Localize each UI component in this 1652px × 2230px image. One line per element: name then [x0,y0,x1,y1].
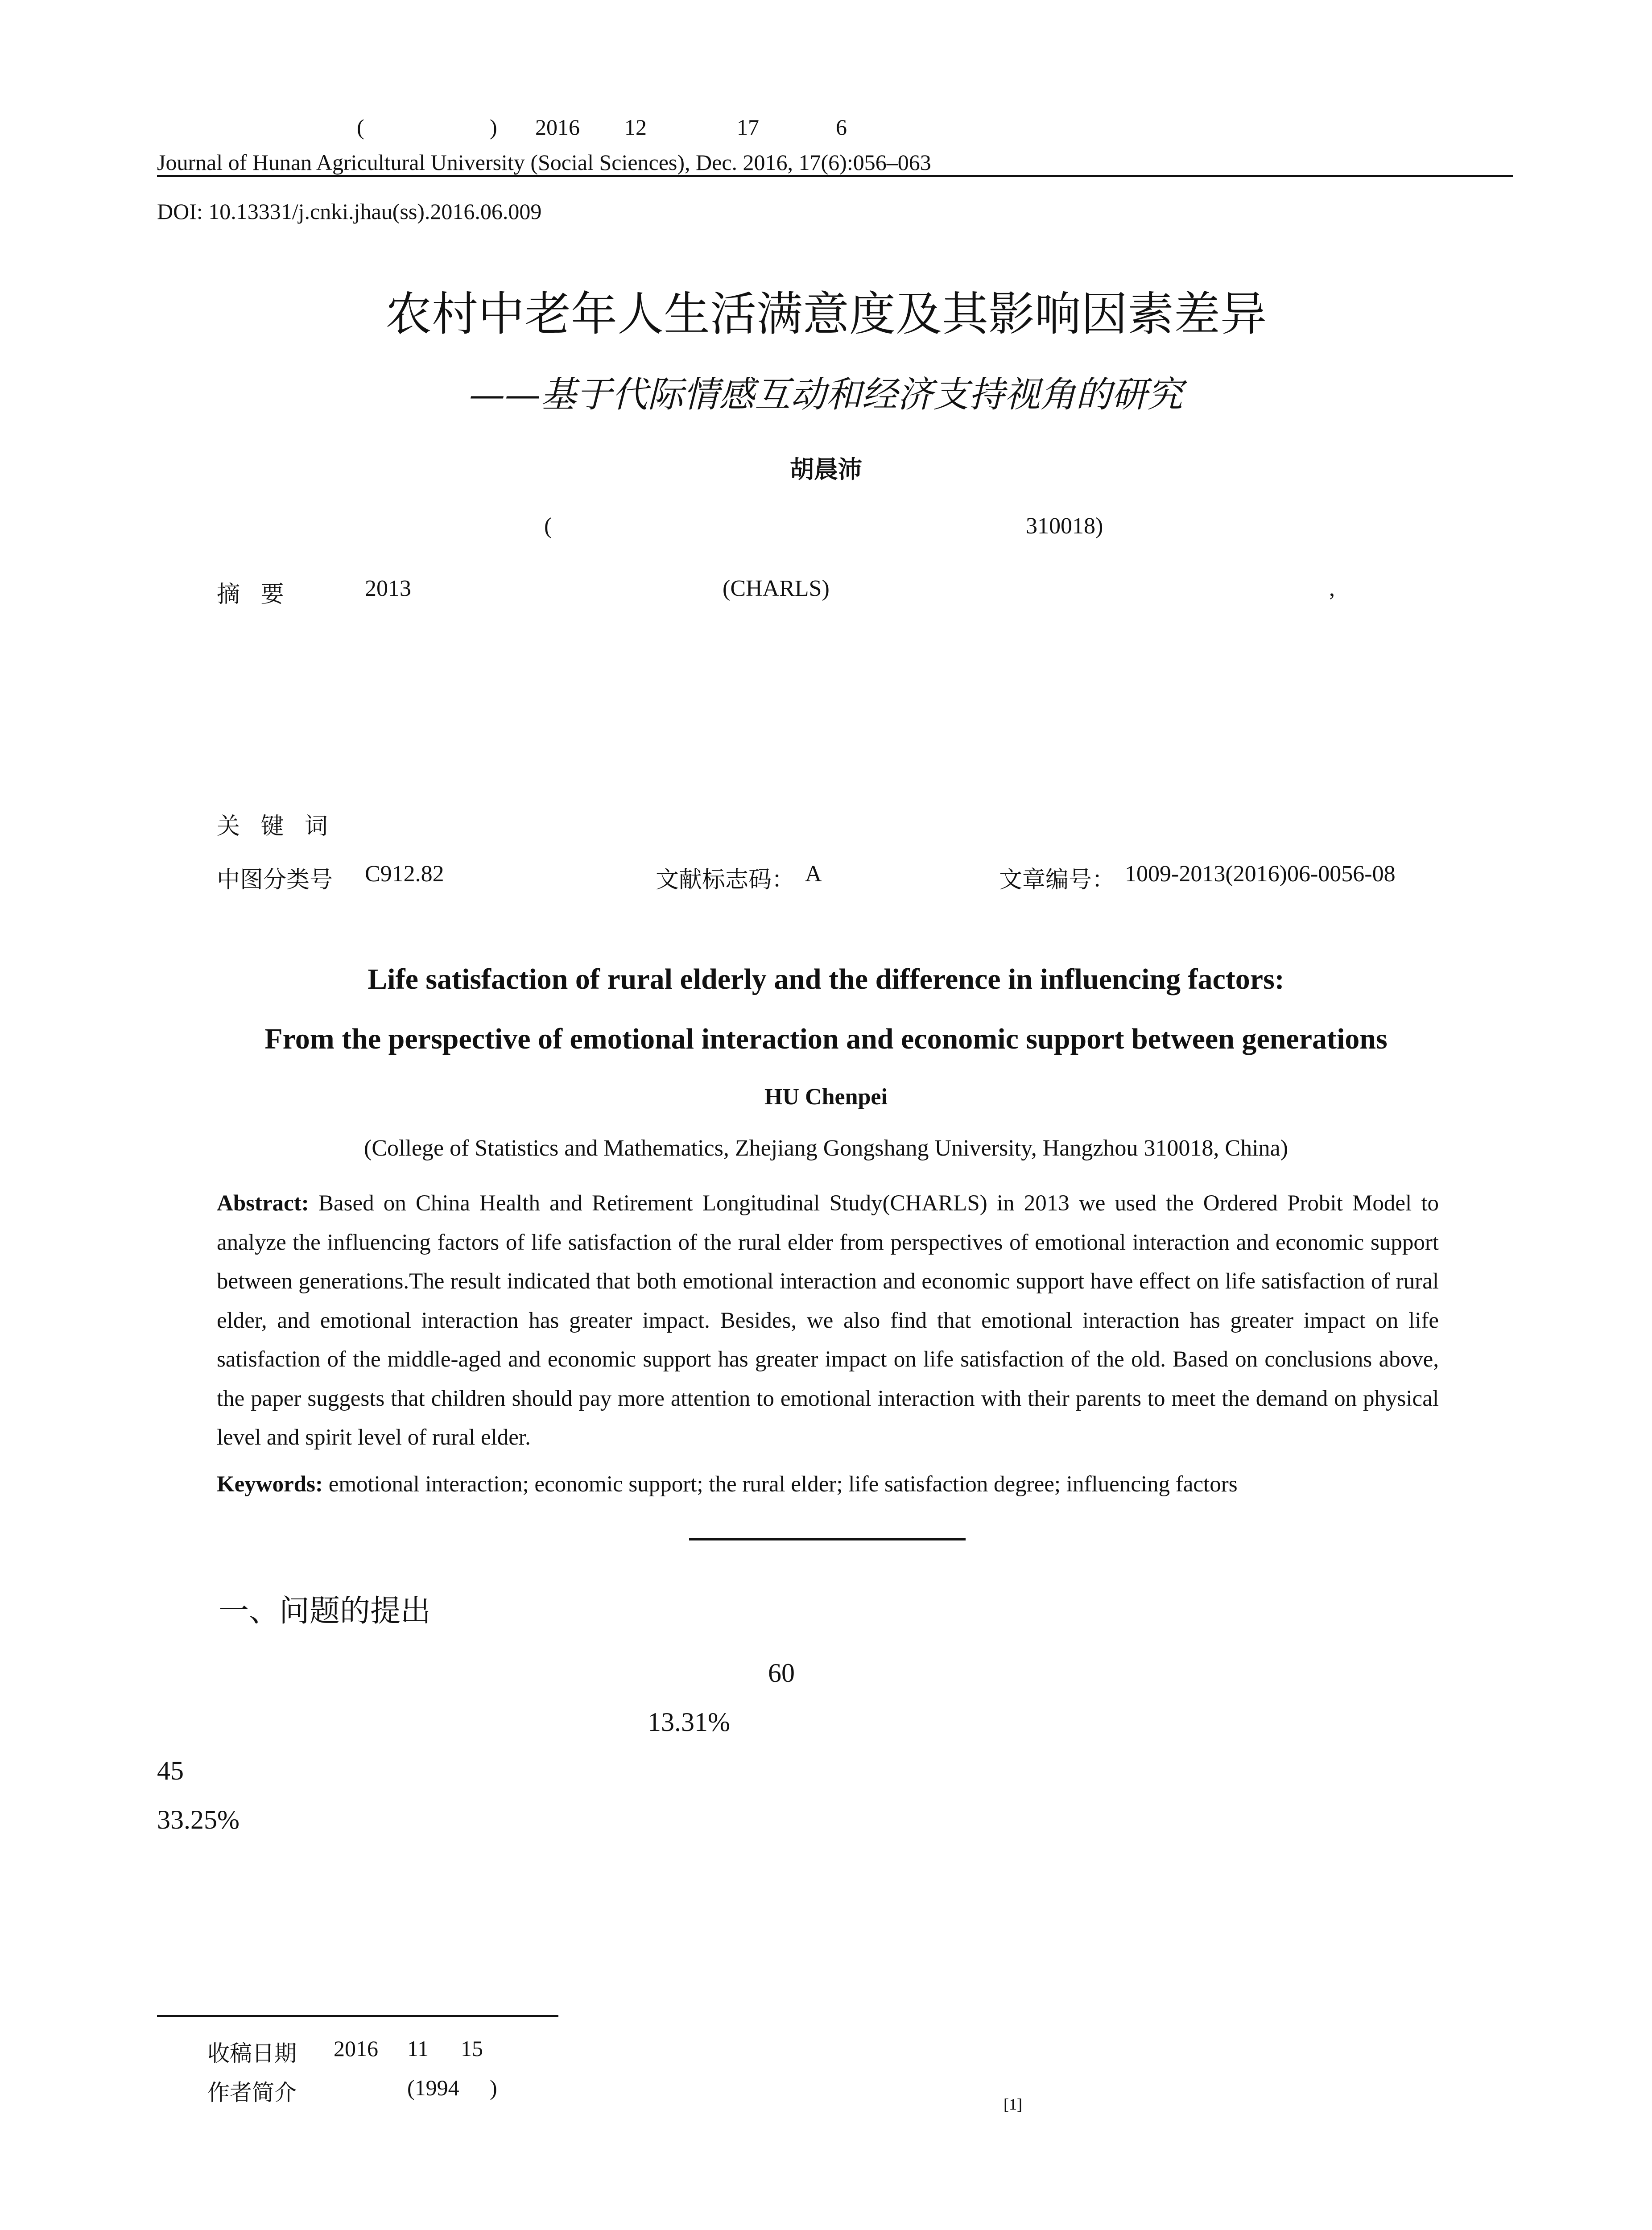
bio-year: (1994 [407,2075,459,2100]
doc-code-label: 文献标志码： [656,867,795,893]
bio-label: 作者简介 [207,2080,297,2106]
section-1-heading: 一、问题的提出 [219,1594,431,1629]
header-paren-close: ) [490,115,497,140]
footnote-rule [157,2015,558,2017]
en-abstract [217,1184,1439,1458]
article-no-label: 文章编号： [999,867,1115,893]
header-rule [157,175,1513,177]
affiliation-cn-open: ( [544,513,552,539]
en-title-line2: From the perspective of emotional interaction and economic support between generations [264,1023,1388,1055]
section-1-number-60: 60 [768,1658,795,1688]
section-1-number-45: 45 [157,1756,184,1785]
section-1-percent-1: 13.31% [648,1707,730,1737]
abstract-cn-comma: , [1329,576,1335,601]
keywords-cn-label: 关 键 词 [217,813,328,840]
received-day: 15 [461,2036,483,2061]
doi: DOI: 10.13331/j.cnki.jhau(ss).2016.06.009 [157,199,542,224]
clc-value: C912.82 [365,861,444,887]
abstract-cn-survey: (CHARLS) [723,576,830,601]
en-author: HU Chenpei [764,1084,888,1110]
received-month: 11 [407,2036,429,2061]
section-1-percent-2: 33.25% [157,1805,240,1834]
section-divider [689,1538,966,1540]
doc-code-value: A [805,861,822,887]
en-affiliation: (College of Statistics and Mathematics, Zhejiang Gongshang University, Hangzhou 310018, China) [364,1136,1288,1161]
en-keywords-label: Keywords: [217,1472,323,1497]
reference-mark: [1] [1004,2095,1022,2113]
header-month: 12 [624,115,647,140]
header-paren-open: ( [357,115,364,140]
received-year: 2016 [334,2036,378,2061]
bio-close: ) [490,2075,497,2100]
abstract-cn-label: 摘 要 [217,581,284,608]
en-keywords-text: emotional interaction; economic support; the rural elder; life satisfaction degree; influencing factors [328,1472,1238,1497]
header-year: 2016 [535,115,580,140]
en-keywords [217,1469,1439,1500]
header-volume: 17 [737,115,759,140]
abstract-cn-year: 2013 [365,576,411,601]
title-cn: 农村中老年人生活满意度及其影响因素差异 [385,287,1267,341]
author-cn: 胡晨沛 [790,455,862,483]
en-title-line1: Life satisfaction of rural elderly and the difference in influencing factors: [368,963,1284,995]
article-no-value: 1009-2013(2016)06-0056-08 [1125,861,1396,887]
clc-label: 中图分类号 [217,867,333,893]
subtitle-cn: ——基于代际情感互动和经济支持视角的研究 [469,374,1183,415]
en-abstract-text: Based on China Health and Retirement Longitudinal Study(CHARLS) in 2013 we used the Ordered Probit Model to analyze the influencing factors of life satisfaction of the rural elder from perspectives of emotional interaction and economic support between generations.The result indicated that both emotional interaction and economic support have effect on life satisfaction of rural elder, and emotional interaction has greater impact. Besides, we also find that emotional interaction has greater impact on life satisfaction of the middle-aged and economic support has greater impact on life satisfaction of the old. Based on conclusions above, the paper suggests that children should pay more attention to emotional interaction with their parents to meet the demand on physical level and spirit level of rural elder. [217,1191,1439,1450]
journal-line: Journal of Hunan Agricultural University (Social Sciences), Dec. 2016, 17(6):056–063 [157,150,931,175]
en-abstract-label: Abstract: [217,1191,309,1216]
header-issue: 6 [836,115,847,140]
affiliation-cn-code: 310018) [1026,513,1103,539]
received-label: 收稿日期 [207,2040,297,2066]
